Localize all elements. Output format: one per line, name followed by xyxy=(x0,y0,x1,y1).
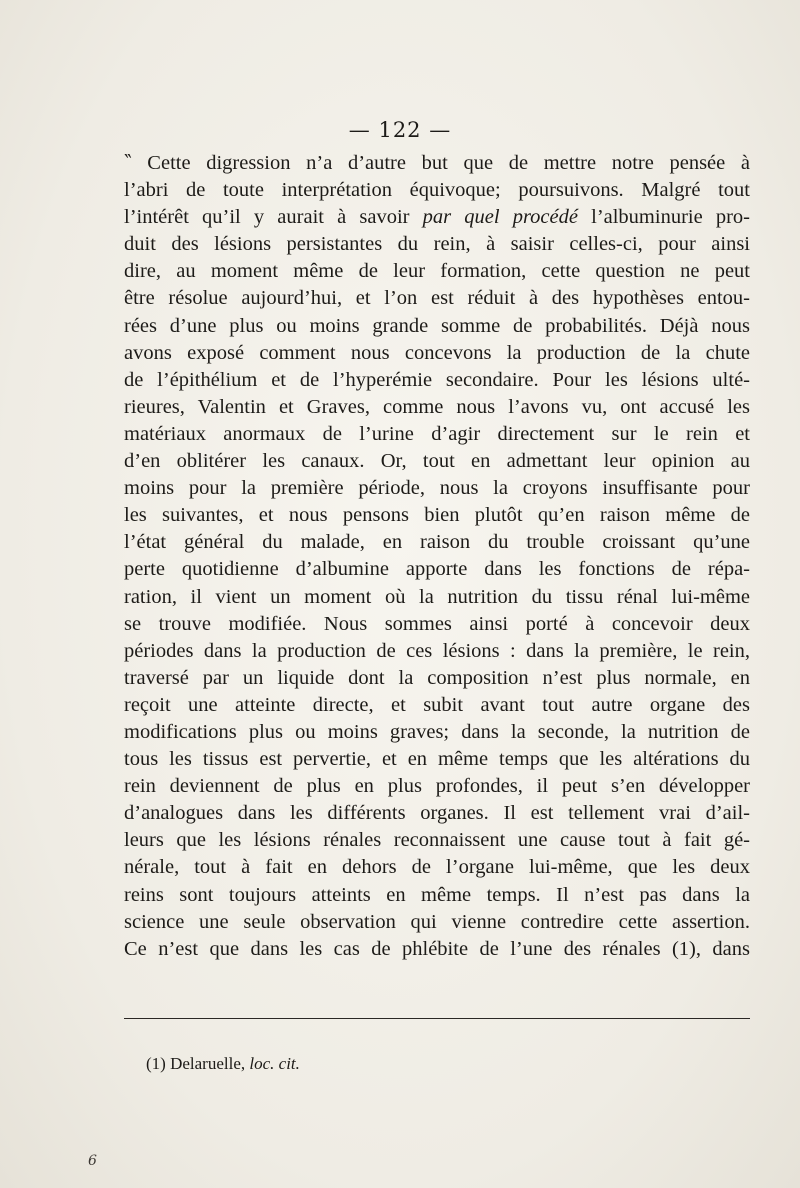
text-line: tous les tissus est pervertie, et en même temps que les altérations du xyxy=(124,748,750,771)
footnote-marker: (1) xyxy=(146,1054,166,1073)
text-line: rées d’une plus ou moins grande somme de probabilités. Déjà nous xyxy=(124,314,750,337)
footnote-rule xyxy=(124,1018,750,1019)
text-line: moins pour la première période, nous la croyons insuffisante pour xyxy=(124,477,750,500)
text-line: avons exposé comment nous concevons la production de la chute xyxy=(124,341,750,364)
footnote xyxy=(146,1054,300,1074)
body-text xyxy=(124,150,750,963)
text-line: être résolue aujourd’hui, et l’on est réduit à des hypothèses entou- xyxy=(124,287,750,310)
footnote-ref: loc. cit. xyxy=(249,1054,300,1073)
text-line: modifications plus ou moins graves; dans la seconde, la nutrition de xyxy=(124,720,750,743)
footnote-author: Delaruelle, xyxy=(170,1054,246,1073)
text-line: nérale, tout à fait en dehors de l’organe lui-même, que les deux xyxy=(124,856,750,879)
text-line: rieures, Valentin et Graves, comme nous l’avons vu, ont accusé les xyxy=(124,395,750,418)
text-line: matériaux anormaux de l’urine d’agir directement sur le rein et xyxy=(124,422,750,445)
text-line: traversé par un liquide dont la composition n’est plus normale, en xyxy=(124,666,750,689)
text-line: de l’épithélium et de l’hyperémie secondaire. Pour les lésions ulté- xyxy=(124,368,750,391)
text-line: dire, au moment même de leur formation, cette question ne peut xyxy=(124,260,750,283)
text-line: duit des lésions persistantes du rein, à saisir celles-ci, pour ainsi xyxy=(124,233,750,256)
text-line: l’état général du malade, en raison du trouble croissant qu’une xyxy=(124,531,750,554)
text-line: les suivantes, et nous pensons bien plutôt qu’en raison même de xyxy=(124,504,750,527)
text-line: leurs que les lésions rénales reconnaissent une cause tout à fait gé- xyxy=(124,829,750,852)
text-line: perte quotidienne d’albumine apporte dans les fonctions de répa- xyxy=(124,558,750,581)
text-line: d’en oblitérer les canaux. Or, tout en admettant leur opinion au xyxy=(124,450,750,473)
text-line: Ce n’est que dans les cas de phlébite de l’une des rénales (1), dans xyxy=(124,937,750,960)
text-line: périodes dans la production de ces lésions : dans la première, le rein, xyxy=(124,639,750,662)
text-line: rein deviennent de plus en plus profondes, il peut s’en développer xyxy=(124,775,750,798)
page-number: — 122 — xyxy=(348,118,452,142)
corner-mark: 6 xyxy=(88,1153,97,1169)
text-line: se trouve modifiée. Nous sommes ainsi porté à concevoir deux xyxy=(124,612,750,635)
text-line: l’abri de toute interprétation équivoque; poursuivons. Malgré tout xyxy=(124,179,750,202)
text-line: d’analogues dans les différents organes. Il est tellement vrai d’ail- xyxy=(124,802,750,825)
text-line: reçoit une atteinte directe, et subit avant tout autre organe des xyxy=(124,693,750,716)
text-line: science une seule observation qui vienne contredire cette assertion. xyxy=(124,910,750,933)
text-line-with-italic: l’intérêt qu’il y aurait à savoir par quel procédé l’albuminurie pro- xyxy=(124,206,751,229)
text-line: ‶ Cette digression n’a d’autre but que de mettre notre pensée à xyxy=(124,152,750,174)
text-line: reins sont toujours atteints en même temps. Il n’est pas dans la xyxy=(124,883,750,906)
text-line: ration, il vient un moment où la nutrition du tissu rénal lui-même xyxy=(124,585,750,608)
italic-phrase: par quel procédé xyxy=(422,206,578,229)
